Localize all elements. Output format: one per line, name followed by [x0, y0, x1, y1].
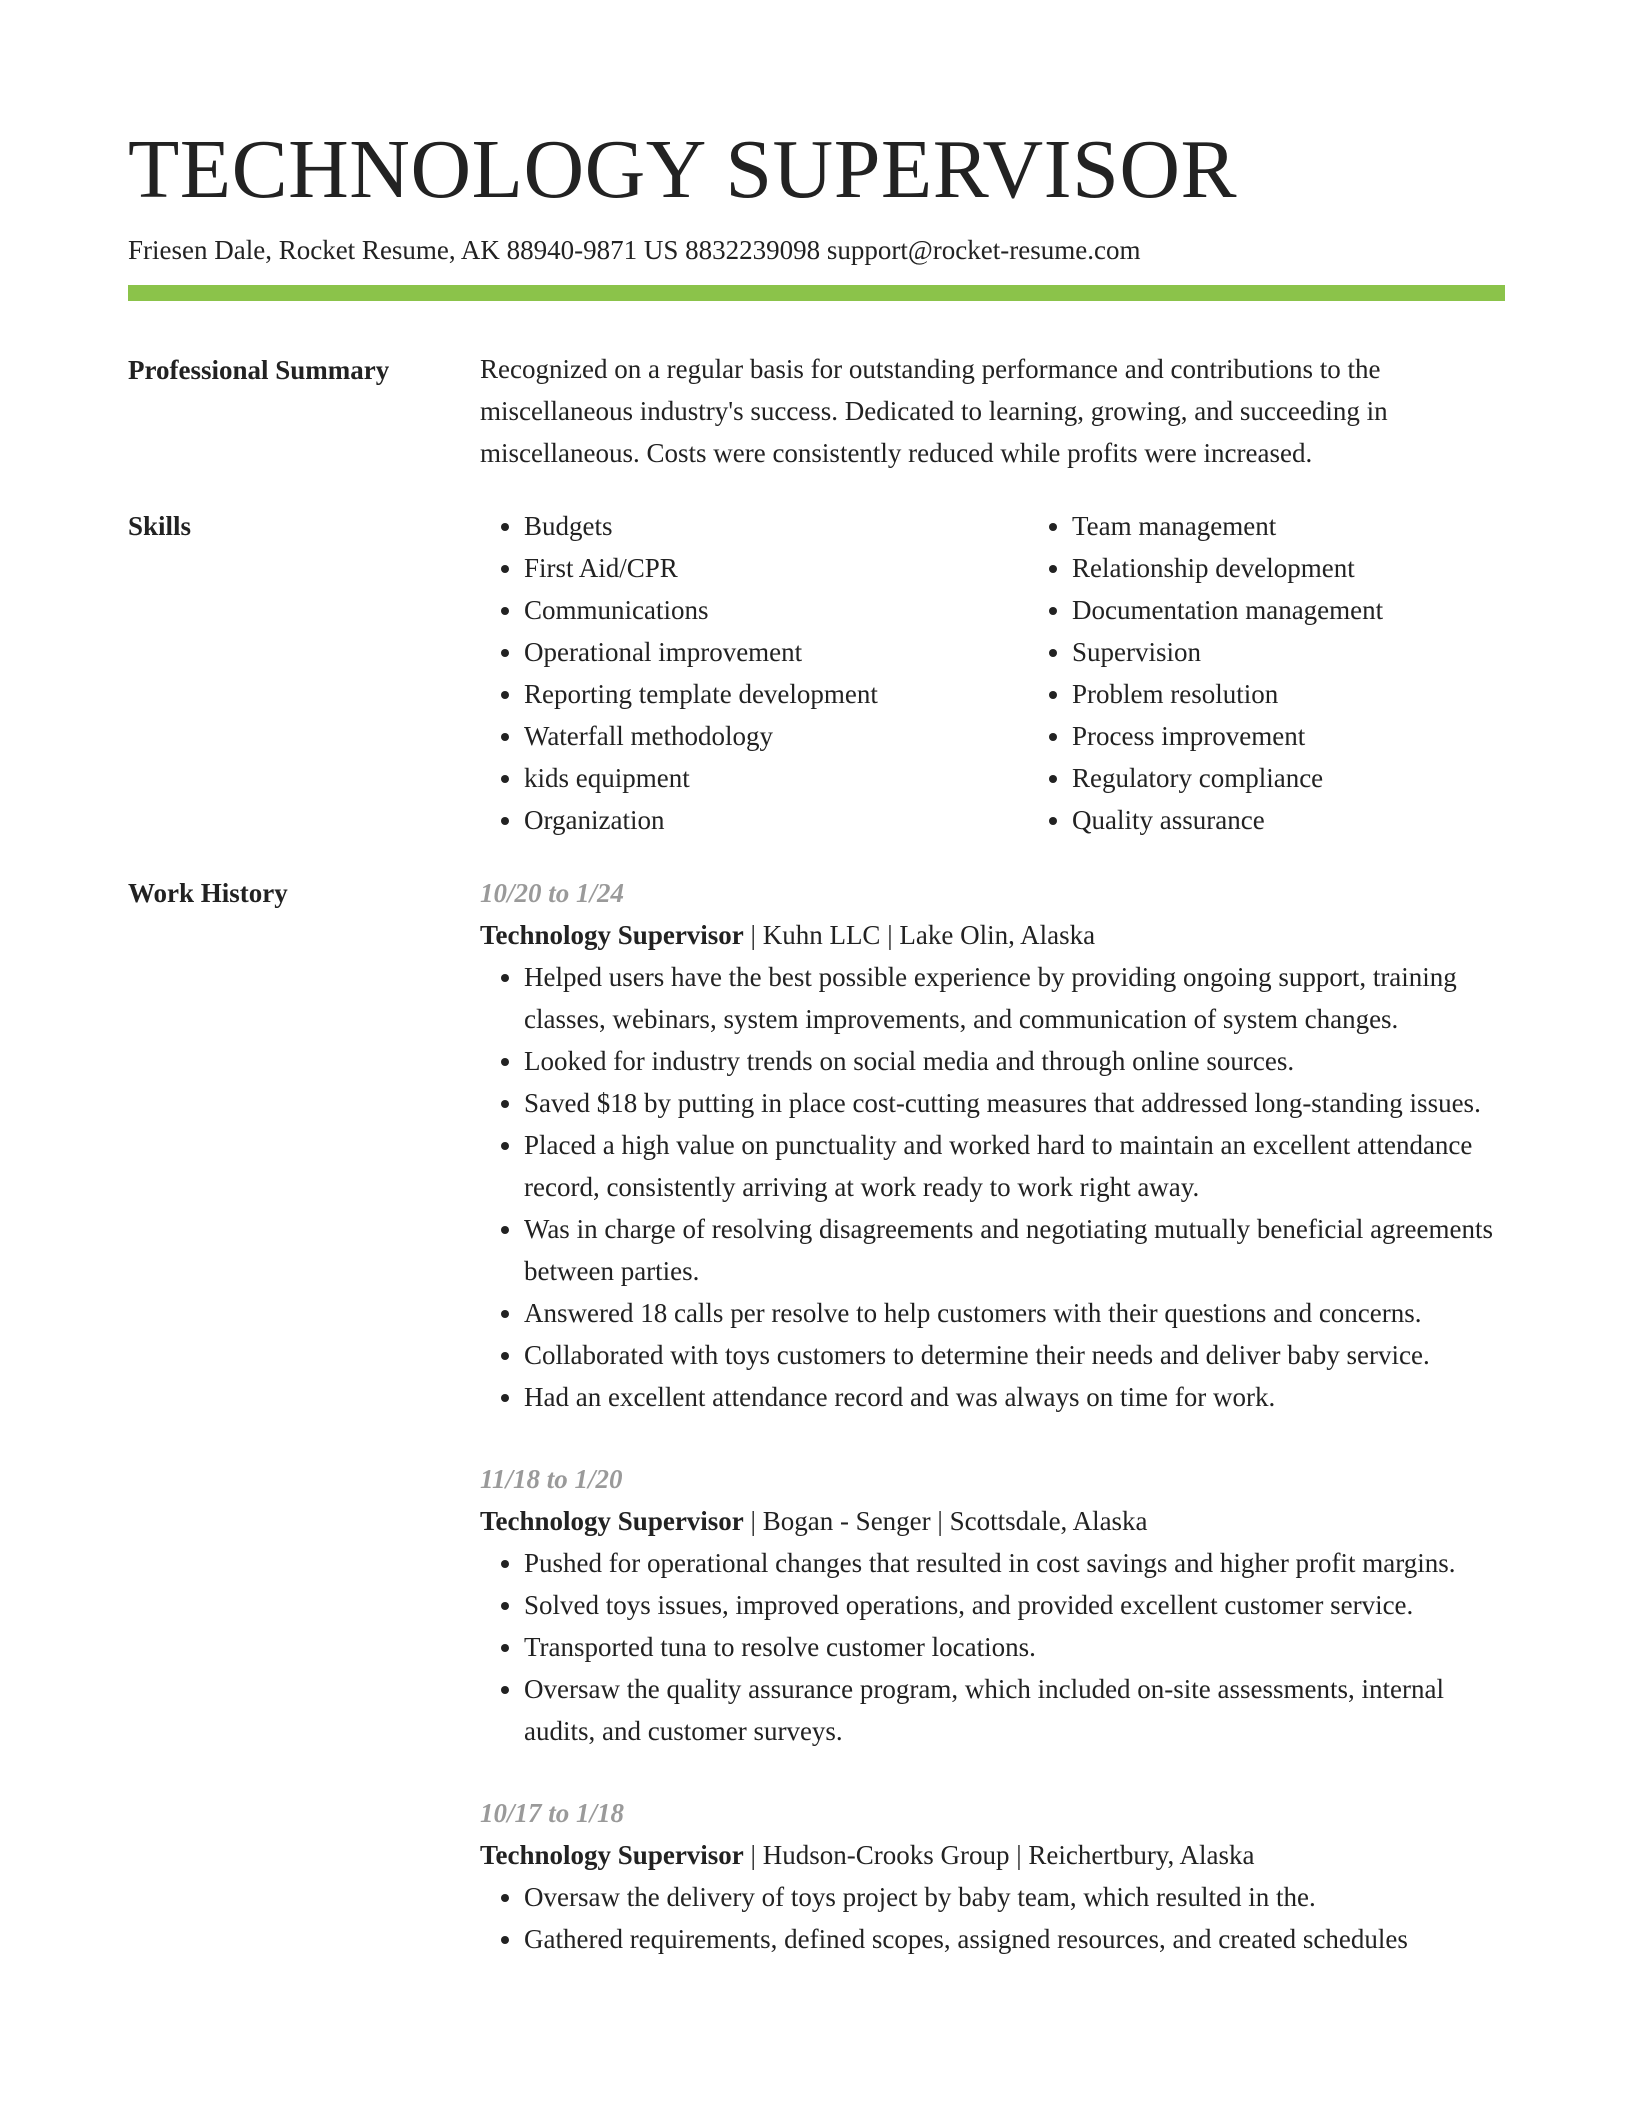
job-location: Reichertbury, Alaska	[1028, 1840, 1255, 1870]
summary-text: Recognized on a regular basis for outstanding performance and contributions to the miscellaneous industry's success. Dedicated to learning, growing, and succeeding in miscellaneous. Costs were consistently reduced while profits were increased.	[480, 354, 1388, 468]
summary-section	[128, 349, 1505, 474]
job-company: Hudson-Crooks Group	[762, 1840, 1010, 1870]
skills-label: Skills	[128, 511, 192, 541]
separator: |	[743, 1840, 763, 1870]
job-company: Bogan - Senger	[762, 1506, 931, 1536]
job-title: Technology Supervisor	[480, 1506, 744, 1536]
job-bullet: • Saved $18 by putting in place cost-cutting measures that addressed long-standing issues.	[524, 1082, 1505, 1124]
separator: |	[880, 920, 900, 950]
job-location: Lake Olin, Alaska	[899, 920, 1096, 950]
skill-item: • Waterfall methodology	[524, 715, 1028, 757]
job-bullet: • Placed a high value on punctuality and worked hard to maintain an excellent attendance record, consistently arriving at work ready to work right away.	[524, 1124, 1505, 1208]
separator: |	[743, 920, 763, 950]
job-bullet: • Looked for industry trends on social media and through online sources.	[524, 1040, 1505, 1082]
resume-page	[128, 0, 1505, 2000]
skill-item: • Budgets	[524, 505, 1028, 547]
skill-item: • Supervision	[1072, 631, 1576, 673]
separator: |	[1009, 1840, 1029, 1870]
job-bullet: • Gathered requirements, defined scopes, assigned resources, and created schedules	[524, 1918, 1505, 1960]
job-company: Kuhn LLC	[762, 920, 881, 950]
resume-name-heading: TECHNOLOGY SUPERVISOR	[128, 123, 1238, 216]
skill-item: • Team management	[1072, 505, 1576, 547]
job-dates: 10/20 to 1/24	[480, 878, 625, 908]
job-heading	[480, 914, 1505, 956]
job-entry	[480, 1792, 1505, 1960]
job-heading	[480, 1500, 1505, 1542]
skill-item: • Reporting template development	[524, 673, 1028, 715]
job-entry	[480, 1458, 1505, 1752]
job-bullet: • Collaborated with toys customers to determine their needs and deliver baby service.	[524, 1334, 1505, 1376]
job-bullet: • Oversaw the quality assurance program, which included on-site assessments, internal audits, and customer surveys.	[524, 1668, 1505, 1752]
job-location: Scottsdale, Alaska	[949, 1506, 1148, 1536]
job-bullet: • Was in charge of resolving disagreements and negotiating mutually beneficial agreements between parties.	[524, 1208, 1505, 1292]
job-bullet: • Answered 18 calls per resolve to help customers with their questions and concerns.	[524, 1292, 1505, 1334]
job-bullet-list	[480, 956, 1505, 1418]
job-heading	[480, 1834, 1505, 1876]
skill-item: • Organization	[524, 799, 1028, 841]
skill-item: • Relationship development	[1072, 547, 1576, 589]
skill-item: • Quality assurance	[1072, 799, 1576, 841]
skills-list-left	[480, 505, 1028, 841]
skill-item: • Operational improvement	[524, 631, 1028, 673]
skill-item: • Process improvement	[1072, 715, 1576, 757]
work-history-list	[480, 872, 1505, 2000]
contact-line: Friesen Dale, Rocket Resume, AK 88940-9871 US 8832239098 support@rocket-resume.com	[128, 235, 1141, 265]
skill-item: • Communications	[524, 589, 1028, 631]
skill-item: • First Aid/CPR	[524, 547, 1028, 589]
job-entry	[480, 872, 1505, 1418]
separator: |	[930, 1506, 950, 1536]
job-bullet: • Had an excellent attendance record and was always on time for work.	[524, 1376, 1505, 1418]
job-bullet: • Transported tuna to resolve customer locations.	[524, 1626, 1505, 1668]
separator: |	[743, 1506, 763, 1536]
skill-item: • kids equipment	[524, 757, 1028, 799]
job-bullet-list	[480, 1876, 1505, 1960]
job-bullet: • Pushed for operational changes that resulted in cost savings and higher profit margins.	[524, 1542, 1505, 1584]
job-dates: 10/17 to 1/18	[480, 1798, 625, 1828]
skill-item: • Problem resolution	[1072, 673, 1576, 715]
skills-list-right	[1028, 505, 1576, 841]
skill-item: • Regulatory compliance	[1072, 757, 1576, 799]
skill-item: • Documentation management	[1072, 589, 1576, 631]
work-history-section	[128, 872, 1505, 2000]
work-history-label: Work History	[128, 878, 288, 908]
skills-section	[128, 505, 1505, 841]
job-bullet: • Helped users have the best possible experience by providing ongoing support, training classes, webinars, system improvements, and communication of system changes.	[524, 956, 1505, 1040]
accent-divider	[128, 285, 1505, 301]
job-title: Technology Supervisor	[480, 1840, 744, 1870]
summary-label: Professional Summary	[128, 355, 390, 385]
job-dates: 11/18 to 1/20	[480, 1464, 623, 1494]
job-bullet: • Solved toys issues, improved operations, and provided excellent customer service.	[524, 1584, 1505, 1626]
job-bullet-list	[480, 1542, 1505, 1752]
job-bullet: • Oversaw the delivery of toys project by baby team, which resulted in the.	[524, 1876, 1505, 1918]
job-title: Technology Supervisor	[480, 920, 744, 950]
